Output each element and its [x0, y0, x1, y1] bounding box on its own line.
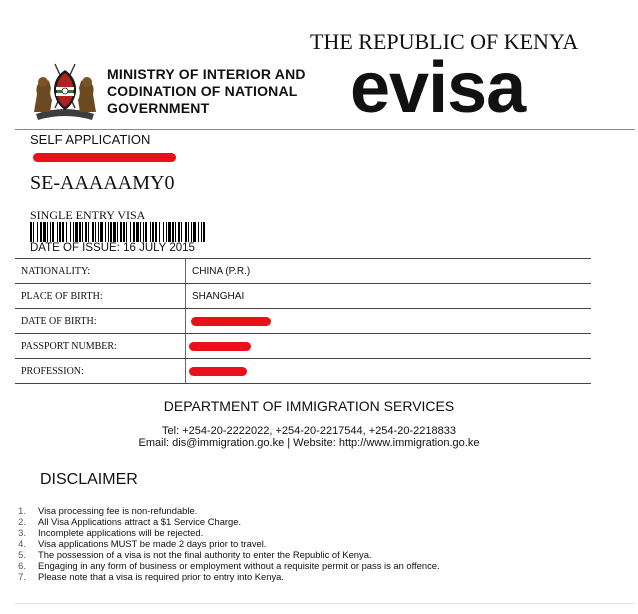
- footer-divider: [15, 603, 635, 604]
- detail-value: CHINA (P.R.): [186, 259, 592, 284]
- visa-type: SINGLE ENTRY VISA: [30, 208, 146, 222]
- detail-value: SHANGHAI: [186, 284, 592, 309]
- table-row: [15, 259, 591, 284]
- department-name: DEPARTMENT OF IMMIGRATION SERVICES: [163, 398, 455, 414]
- ministry-line-2: CODINATION OF NATIONAL: [107, 83, 298, 99]
- department-contact: [0, 425, 618, 449]
- detail-value-redacted: [186, 334, 592, 359]
- detail-label: DATE OF BIRTH:: [15, 309, 186, 334]
- disclaimer-title: DISCLAIMER: [40, 471, 138, 488]
- kenya-coat-of-arms-icon: [30, 60, 100, 122]
- personal-details-table: [15, 258, 591, 384]
- date-of-issue: DATE OF ISSUE: 16 JULY 2015: [30, 242, 195, 254]
- detail-label: PROFESSION:: [15, 359, 186, 384]
- evisa-logo: evisa: [350, 48, 526, 128]
- country-title: THE REPUBLIC OF KENYA: [310, 29, 579, 54]
- telephone-numbers: Tel: +254-20-2222022, +254-20-2217544, +254-20-2218833: [162, 425, 456, 437]
- list-item: 3. Incomplete applications will be rejected.: [18, 527, 204, 538]
- redacted-applicant-name: [33, 153, 176, 162]
- table-row: [15, 334, 591, 359]
- email-website: Email: dis@immigration.go.ke | Website: http://www.immigration.go.ke: [138, 437, 480, 449]
- redaction-mark: [191, 317, 271, 326]
- ministry-line-1: MINISTRY OF INTERIOR AND: [107, 66, 306, 82]
- list-item: 1. Visa processing fee is non-refundable.: [18, 505, 198, 516]
- ministry-name: [107, 66, 306, 117]
- header-divider: [15, 129, 635, 130]
- list-item: 7. Please note that a visa is required prior to entry into Kenya.: [18, 571, 284, 582]
- application-type: SELF APPLICATION: [30, 132, 151, 147]
- list-item: 2. All Visa Applications attract a $1 Service Charge.: [18, 516, 242, 527]
- table-row: [15, 359, 591, 384]
- redaction-mark: [189, 367, 247, 376]
- barcode-icon: [30, 222, 206, 242]
- list-item: 5. The possession of a visa is not the final authority to enter the Republic of Kenya.: [18, 549, 372, 560]
- detail-label: NATIONALITY:: [15, 259, 186, 284]
- detail-label: PASSPORT NUMBER:: [15, 334, 186, 359]
- detail-value-redacted: [186, 359, 592, 384]
- detail-label: PLACE OF BIRTH:: [15, 284, 186, 309]
- table-row: [15, 309, 591, 334]
- redaction-mark: [189, 342, 251, 351]
- detail-value-redacted: [186, 309, 592, 334]
- reference-number: SE-AAAAAMY0: [30, 172, 175, 194]
- disclaimer-list: [18, 505, 440, 582]
- list-item: 6. Engaging in any form of business or employment without a requisite permit or pass is an offence.: [18, 560, 440, 571]
- ministry-line-3: GOVERNMENT: [107, 100, 210, 116]
- list-item: 4. Visa applications MUST be made 2 days prior to travel.: [18, 538, 267, 549]
- table-row: [15, 284, 591, 309]
